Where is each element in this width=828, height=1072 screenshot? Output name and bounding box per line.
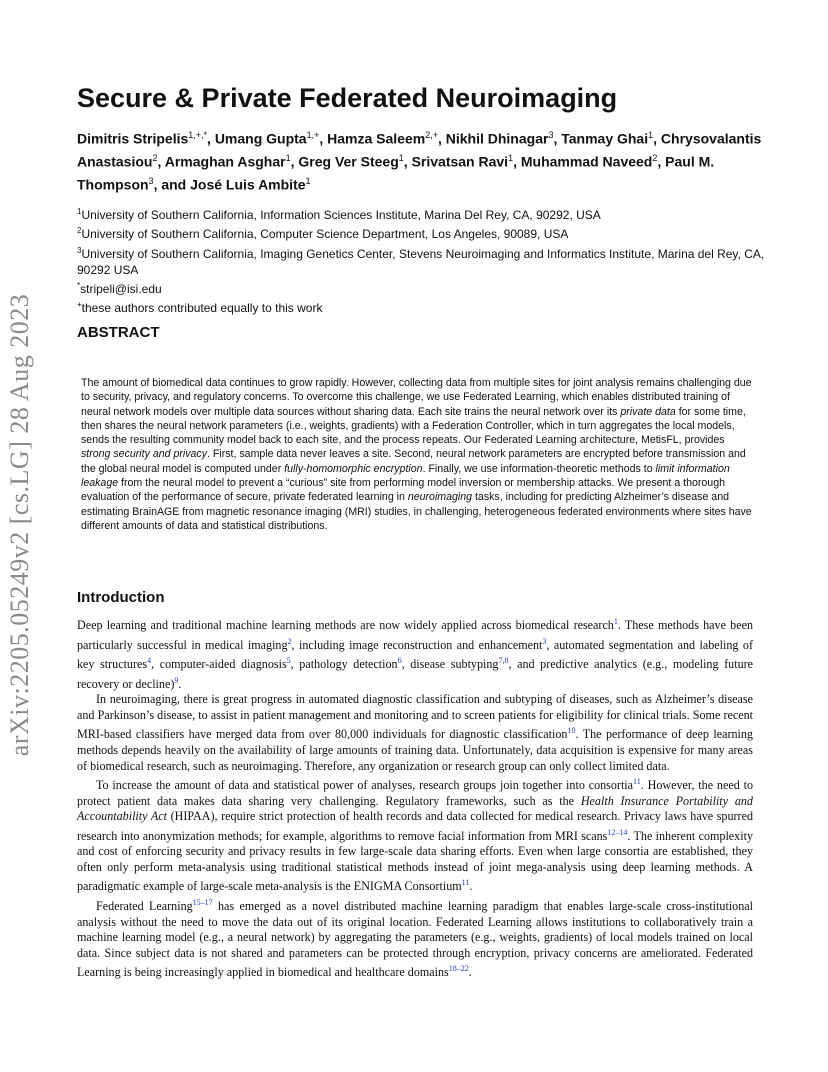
- author-name: Paul M. Thompson: [77, 153, 715, 193]
- citation-ref: 1: [613, 617, 618, 626]
- author-name: Umang Gupta: [214, 130, 307, 147]
- paper-title: Secure & Private Federated Neuroimaging: [77, 83, 618, 113]
- text-segment: Federated Learning: [96, 899, 193, 914]
- text-segment: , computer-aided diagnosis: [151, 657, 287, 672]
- abstract-segment: from the neural model to prevent a “curious” site from performing model inversion or membership attacks. We present a thorough evaluation of the performance of secure, private federated learning in: [81, 477, 725, 504]
- text-segment: To increase the amount of data and statistical power of analyses, research groups join together into consortia: [96, 778, 634, 793]
- affiliation-text: University of Southern California, Imaging Genetics Center, Stevens Neuroimaging and Informatics Institute, Marina del Rey, CA, 90292 USA: [77, 246, 765, 277]
- emphasis-text: Health Insurance Portability and Accountability Act: [77, 793, 753, 824]
- affiliation-line: [77, 204, 767, 223]
- citation-ref: 15–17: [192, 898, 213, 907]
- author-affiliation-mark: 1: [398, 153, 404, 164]
- text-segment: In neuroimaging, there is great progress in automated diagnostic classification and subtyping of diseases, such as Alzheimer’s disease and Parkinson’s disease, to assist in patient management and monitoring and to screen patients for eligibility for clinical trials. Some recent MRI-based classifiers have merged data from over 80,000 individuals for diagnostic classification: [77, 692, 753, 742]
- affiliation-line: [77, 297, 767, 316]
- text-segment: , and predictive analytics (e.g., modeling future recovery or decline): [77, 657, 754, 691]
- author-affiliation-mark: 1: [285, 153, 291, 164]
- affiliation-list: [77, 204, 767, 317]
- text-segment: . The inherent complexity and cost of enforcing security and privacy results in few large-scale data sharing efforts. Even when large consortia are established, they often only perform meta-analysis using traditional statistical methods instead of joint mega-analysis using deep learning methods. A paradigmatic example of large-scale meta-analysis is the ENIGMA Consortium: [77, 828, 753, 894]
- citation-ref: 4: [147, 656, 152, 666]
- abstract-segment: tasks, including for predicting Alzheimer’s disease and estimating BrainAGE from magnetic resonance imaging (MRI) studies, in challenging, heterogeneous federated environments where sites have different amounts of data and statistical distributions.: [81, 491, 752, 532]
- abstract-emphasis: private data: [620, 405, 676, 418]
- text-segment: . The performance of deep learning methods depends heavily on the availability of large amounts of training data. Unfortunately, data acquisition is expensive for many areas of biomedical research, such as neuroimaging. Therefore, any organization or research group can only collect limited data.: [77, 727, 753, 773]
- arxiv-identifier-text: arXiv:2205.05249v2 [cs.LG] 28 Aug 2023: [5, 293, 34, 757]
- text-segment: .: [468, 965, 472, 980]
- author-name: Dimitris Stripelis: [77, 130, 189, 147]
- author-affiliation-mark: 1,+: [306, 130, 320, 140]
- text-segment: , including image reconstruction and enhancement: [291, 637, 543, 652]
- abstract-emphasis: strong security and privacy: [81, 448, 208, 461]
- text-segment: , automated segmentation and labeling of key structures: [77, 637, 753, 672]
- author-name: Srivatsan Ravi: [411, 153, 509, 170]
- citation-ref: 6: [397, 656, 402, 666]
- citation-ref: 11: [633, 777, 641, 787]
- abstract-segment: . Finally, we use information-theoretic methods to: [422, 462, 656, 475]
- author-name: Hamza Saleem: [327, 130, 426, 147]
- author-affiliation-mark: 3: [148, 176, 154, 187]
- affiliation-text: stripeli@isi.edu: [80, 282, 162, 297]
- citation-ref: 10: [567, 726, 576, 736]
- affiliation-line: [77, 243, 767, 279]
- text-segment: .: [469, 879, 473, 894]
- citation-ref: 12–14: [607, 827, 628, 837]
- text-segment: . However, the need to protect patient data makes data sharing very challenging. Regulatory frameworks, such as the: [77, 778, 753, 808]
- abstract-emphasis: neuroimaging: [407, 491, 473, 504]
- introduction-body: [77, 614, 753, 981]
- affiliation-mark: 1: [77, 207, 82, 216]
- citation-ref: 7,8: [498, 656, 509, 666]
- text-segment: (HIPAA), require strict protection of health records and data collected for medical research. Privacy laws have spurred research into anonymization methods; for example, algorithms to remove facial information from MRI scans: [77, 809, 753, 843]
- body-paragraph: [77, 774, 753, 895]
- body-paragraph: [77, 895, 753, 981]
- body-paragraph: [77, 692, 753, 774]
- text-segment: Deep learning and traditional machine learning methods are now widely applied across biomedical research: [77, 618, 614, 633]
- author-name: José Luis Ambite: [190, 176, 306, 193]
- affiliation-text: these authors contributed equally to this work: [81, 301, 323, 316]
- abstract-segment: The amount of biomedical data continues to grow rapidly. However, collecting data from multiple sites for joint analysis remains challenging due to security, privacy, and regulatory concerns. To overcome this challenge, we use Federated Learning, which enables distributed training of neural network models over multiple data sources without sharing data. Each site trains the neural network over its: [81, 377, 752, 418]
- author-affiliation-mark: 1: [648, 130, 654, 140]
- author-affiliation-mark: 2: [152, 153, 158, 164]
- author-name: Armaghan Asghar: [164, 153, 286, 170]
- affiliation-text: University of Southern California, Information Sciences Institute, Marina Del Rey, CA, 90292, USA: [81, 208, 601, 222]
- author-list: Dimitris Stripelis$^{1,+,*}$, Umang Gupta$^{1,+}$, Hamza Saleem$^{2,+}$, Nikhil Dhinagar$^3$, Tanmay Ghai$^1$, Chrysovalantis Anastasiou$^2$, Armaghan Asghar$^1$, Greg Ver Steeg$^1$, Srivatsan Ravi$^1$, Muhammad Naveed$^2$, Paul M. Thompson$^3$, and José Luis Ambite$^1$: [77, 130, 762, 193]
- author-name: Chrysovalantis Anastasiou: [77, 130, 762, 170]
- abstract-segment: for some time, then shares the neural network parameters (i.e., weights, gradients) with a Federation Controller, which in turn aggregates the local models, sends the resulting community model back to each site, and the process repeats. Our Federated Learning architecture, MetisFL, provides: [81, 405, 746, 447]
- introduction-heading: Introduction: [77, 589, 165, 606]
- citation-ref: 3: [542, 636, 547, 646]
- citation-ref: 5: [286, 656, 291, 666]
- affiliation-mark: +: [77, 300, 82, 310]
- author-affiliation-mark: 1: [508, 153, 514, 164]
- affiliation-text: University of Southern California, Computer Science Department, Los Angeles, 90089, USA: [81, 227, 569, 242]
- abstract-text: [81, 376, 753, 533]
- author-affiliation-mark: 1: [305, 176, 311, 187]
- affiliation-mark: *: [77, 281, 81, 291]
- affiliation-line: [77, 223, 767, 242]
- citation-ref: 2: [287, 636, 292, 646]
- text-segment: .: [178, 676, 182, 691]
- citation-ref: 11: [461, 878, 470, 888]
- affiliation-mark: 2: [77, 226, 82, 236]
- author-name: Tanmay Ghai: [561, 130, 649, 147]
- affiliation-mark: 3: [77, 245, 82, 255]
- affiliation-line: [77, 278, 767, 297]
- author-name: Greg Ver Steeg: [298, 153, 399, 170]
- text-segment: has emerged as a novel distributed machine learning paradigm that enables large-scale cross-institutional analysis without the need to move the data out of its original location. Federated Learning allows institutions to collaboratively train a machine learning model (e.g., a neural network) by aggregating the parameters (e.g., weights, gradients) of local models trained on local data. Since subject data is not shared and parameters can be protected through encryption, privacy concerns are ameliorated. Federated Learning is being increasingly applied in biomedical and healthcare domains: [77, 899, 753, 980]
- citation-ref: 9: [174, 675, 179, 685]
- abstract-emphasis: limit information leakage: [81, 462, 730, 490]
- author-name: Nikhil Dhinagar: [445, 130, 549, 147]
- text-segment: . These methods have been particularly successful in medical imaging: [77, 618, 753, 652]
- author-affiliation-mark: 2: [652, 153, 658, 164]
- author-affiliation-mark: 3: [548, 130, 554, 140]
- text-segment: , pathology detection: [290, 657, 398, 672]
- text-segment: , disease subtyping: [401, 657, 499, 672]
- abstract-emphasis: fully-homomorphic encryption: [284, 462, 423, 475]
- author-name: Muhammad Naveed: [520, 153, 653, 170]
- abstract-heading: ABSTRACT: [77, 324, 160, 341]
- citation-ref: 18–22: [448, 964, 469, 974]
- author-affiliation-mark: 2,+: [425, 130, 438, 140]
- author-affiliation-mark: 1,+,*: [188, 130, 208, 140]
- abstract-segment: . First, sample data never leaves a site. Second, neural network parameters are encrypted before transmission and the global neural model is computed under: [81, 448, 746, 475]
- body-paragraph: [77, 614, 753, 692]
